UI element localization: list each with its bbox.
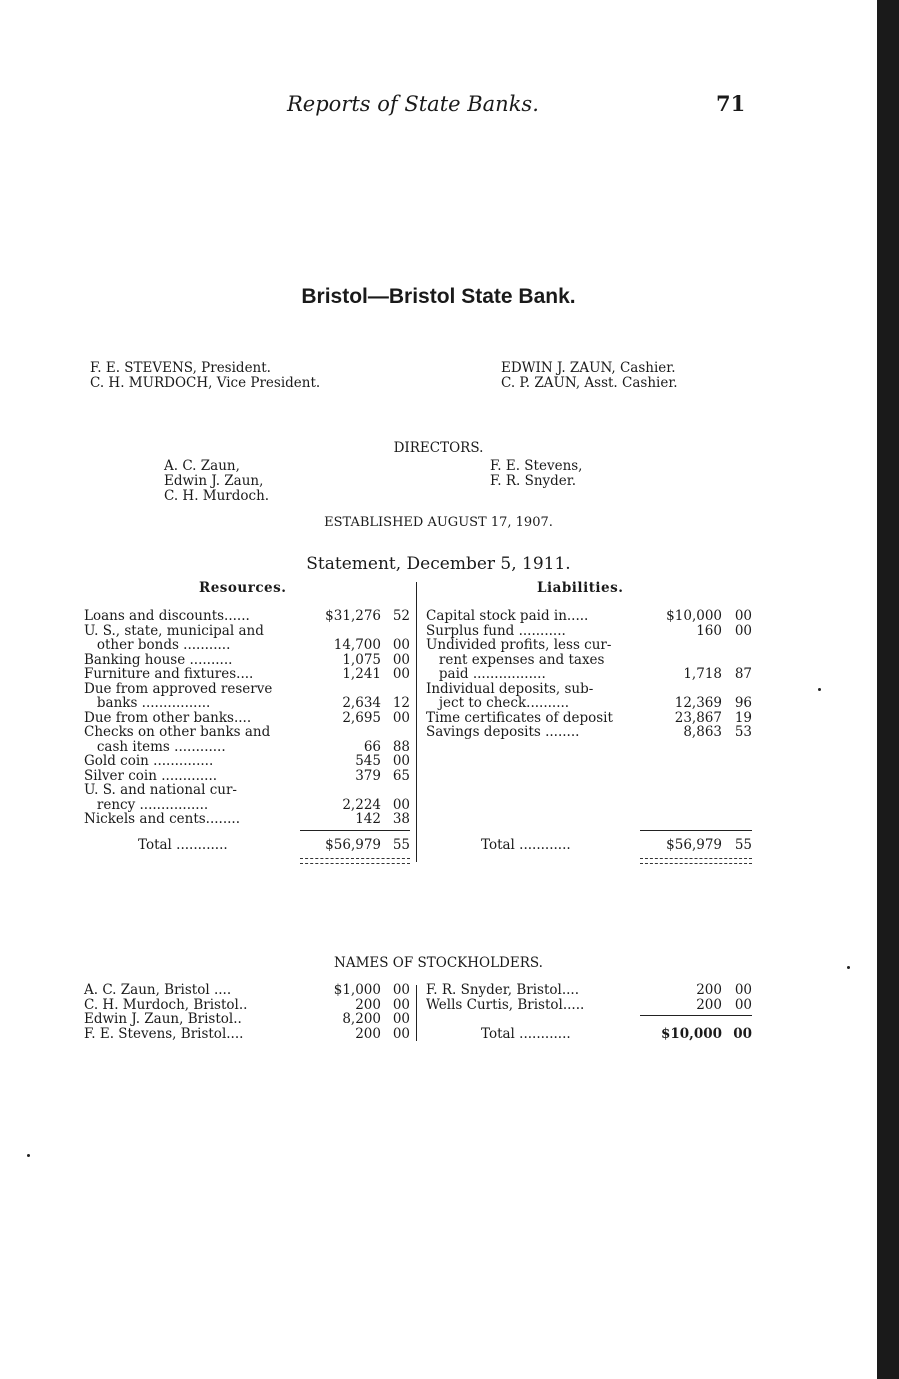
- row-dollars: 2,695: [342, 709, 381, 726]
- row-cents: 52: [392, 608, 410, 624]
- row-label: Nickels and cents........: [84, 811, 241, 827]
- liabilities-table: [426, 609, 756, 740]
- row-dollars: 142: [355, 811, 381, 827]
- row-label: Banking house ..........: [84, 651, 233, 668]
- row-dollars: 14,700: [333, 637, 381, 653]
- row-dollars: 545: [355, 753, 381, 769]
- table-row: [426, 682, 756, 697]
- row-dollars: 200: [355, 1025, 381, 1042]
- stockholders-sum-rule: [640, 1015, 752, 1016]
- row-cents: 00: [734, 622, 752, 639]
- row-cents: 88: [392, 738, 410, 755]
- page-number: 71: [716, 91, 746, 116]
- table-row: [426, 667, 756, 682]
- row-cents: 00: [392, 982, 410, 998]
- row-label: Edwin J. Zaun, Bristol..: [84, 1011, 242, 1027]
- row-label: ject to check..........: [426, 695, 570, 711]
- total-dollars: $10,000: [660, 1026, 722, 1042]
- row-label: cash items ............: [84, 738, 226, 755]
- table-row: [84, 783, 414, 798]
- total-dollars: $56,979: [666, 837, 722, 853]
- row-label: Loans and discounts......: [84, 608, 250, 624]
- director: F. E. Stevens,: [490, 458, 583, 474]
- row-cents: 00: [392, 1011, 410, 1027]
- officer-vice-president: C. H. MURDOCH, Vice President.: [90, 375, 321, 391]
- row-cents: 38: [392, 811, 410, 827]
- row-label: Capital stock paid in.....: [426, 608, 589, 624]
- running-title: Reports of State Banks.: [287, 92, 539, 116]
- table-row: [84, 653, 414, 668]
- table-row: [84, 740, 414, 755]
- resources-total-row: [84, 838, 414, 853]
- row-dollars: $10,000: [666, 608, 722, 624]
- table-row: [84, 754, 414, 769]
- table-row: [84, 1012, 414, 1027]
- row-label: Due from approved reserve: [84, 680, 273, 697]
- table-row: [426, 983, 756, 998]
- row-dollars: 66: [363, 738, 381, 755]
- liabilities-sum-rule: [640, 830, 752, 831]
- row-cents: 00: [392, 1025, 410, 1042]
- row-label: F. E. Stevens, Bristol....: [84, 1025, 244, 1042]
- resources-double-rule: [300, 858, 410, 864]
- row-cents: 53: [734, 724, 752, 740]
- row-dollars: 12,369: [674, 695, 722, 711]
- table-row: [426, 998, 756, 1013]
- total-cents: 00: [733, 1026, 752, 1042]
- row-label: Checks on other banks and: [84, 724, 271, 740]
- director: A. C. Zaun,: [164, 458, 240, 474]
- row-cents: 00: [734, 996, 752, 1013]
- row-dollars: 8,200: [342, 1011, 381, 1027]
- row-dollars: 200: [696, 996, 722, 1013]
- liabilities-total-row: [426, 838, 756, 853]
- stockholders-total-row: [426, 1027, 756, 1042]
- row-label: Surplus fund ...........: [426, 622, 566, 639]
- director: C. H. Murdoch.: [164, 488, 270, 504]
- director: Edwin J. Zaun,: [164, 473, 264, 489]
- table-row: [84, 711, 414, 726]
- statement-heading: Statement, December 5, 1911.: [306, 554, 571, 574]
- table-row: [84, 983, 414, 998]
- table-row: [84, 624, 414, 639]
- table-row: [84, 682, 414, 697]
- resources-heading: Resources.: [199, 580, 287, 596]
- table-row: [426, 696, 756, 711]
- row-label: Undivided profits, less cur-: [426, 637, 612, 653]
- row-label: banks ................: [84, 695, 211, 711]
- directors-right: [490, 459, 582, 489]
- officer-asst-cashier: C. P. ZAUN, Asst. Cashier.: [501, 375, 678, 391]
- table-row: [84, 769, 414, 784]
- stockholders-heading: NAMES OF STOCKHOLDERS.: [334, 955, 543, 971]
- row-label: other bonds ...........: [84, 637, 231, 653]
- established-date: ESTABLISHED AUGUST 17, 1907.: [324, 515, 553, 530]
- scan-speck: [27, 1154, 30, 1157]
- row-dollars: 200: [696, 982, 722, 998]
- table-row: [426, 624, 756, 639]
- table-row: [84, 798, 414, 813]
- scan-edge: [877, 0, 899, 1379]
- row-label: Wells Curtis, Bristol.....: [426, 996, 585, 1013]
- row-cents: 00: [392, 637, 410, 653]
- table-row: [84, 725, 414, 740]
- row-dollars: 23,867: [674, 709, 722, 726]
- row-cents: 19: [734, 709, 752, 726]
- row-label: Savings deposits ........: [426, 724, 580, 740]
- total-dollars: $56,979: [325, 837, 381, 853]
- row-cents: 00: [392, 709, 410, 726]
- row-label: U. S. and national cur-: [84, 782, 237, 798]
- director: F. R. Snyder.: [490, 473, 577, 489]
- row-label: A. C. Zaun, Bristol ....: [84, 982, 232, 998]
- resources-sum-rule: [300, 830, 410, 831]
- table-row: [426, 653, 756, 668]
- row-dollars: 1,075: [342, 651, 381, 668]
- liabilities-double-rule: [640, 858, 752, 864]
- scan-speck: [818, 688, 821, 691]
- officers-left: [90, 361, 320, 391]
- table-row: [84, 696, 414, 711]
- row-cents: 00: [734, 982, 752, 998]
- row-dollars: 2,634: [342, 695, 381, 711]
- row-label: Silver coin .............: [84, 767, 218, 784]
- row-dollars: $31,276: [325, 608, 381, 624]
- row-label: Time certificates of deposit: [426, 709, 613, 726]
- row-label: Gold coin ..............: [84, 753, 214, 769]
- directors-left: [164, 459, 269, 504]
- row-dollars: 160: [696, 622, 722, 639]
- directors-heading: DIRECTORS.: [393, 440, 484, 456]
- row-cents: 00: [392, 666, 410, 682]
- row-cents: 00: [392, 996, 410, 1013]
- total-label: Total ............: [481, 837, 571, 853]
- row-label: rency ................: [84, 796, 209, 813]
- row-dollars: 8,863: [683, 724, 722, 740]
- liabilities-heading: Liabilities.: [537, 580, 624, 596]
- row-cents: 12: [392, 695, 410, 711]
- stockholders-right-table: [426, 983, 756, 1012]
- scan-speck: [847, 966, 850, 969]
- row-cents: 87: [734, 666, 752, 682]
- table-row: [84, 638, 414, 653]
- row-cents: 65: [392, 767, 410, 784]
- table-row: [84, 998, 414, 1013]
- resources-table: [84, 609, 414, 827]
- row-label: U. S., state, municipal and: [84, 622, 264, 639]
- row-dollars: 200: [355, 996, 381, 1013]
- row-cents: 00: [392, 651, 410, 668]
- total-label: Total ............: [138, 837, 228, 853]
- row-dollars: 379: [355, 767, 381, 784]
- table-row: [84, 812, 414, 827]
- row-cents: 96: [734, 695, 752, 711]
- total-label: Total ............: [481, 1026, 571, 1042]
- row-cents: 00: [734, 608, 752, 624]
- stockholders-left-table: [84, 983, 414, 1041]
- table-row: [426, 609, 756, 624]
- officer-cashier: EDWIN J. ZAUN, Cashier.: [501, 360, 676, 376]
- row-cents: 00: [392, 796, 410, 813]
- row-dollars: $1,000: [333, 982, 381, 998]
- row-label: Individual deposits, sub-: [426, 680, 594, 697]
- row-label: Due from other banks....: [84, 709, 252, 726]
- row-label: rent expenses and taxes: [426, 651, 605, 668]
- row-dollars: 2,224: [342, 796, 381, 813]
- table-row: [84, 1027, 414, 1042]
- row-dollars: 1,718: [683, 666, 722, 682]
- bank-title: Bristol—Bristol State Bank.: [301, 285, 576, 308]
- table-row: [426, 725, 756, 740]
- row-label: F. R. Snyder, Bristol....: [426, 982, 580, 998]
- row-label: paid .................: [426, 666, 546, 682]
- row-label: Furniture and fixtures....: [84, 666, 254, 682]
- total-cents: 55: [734, 837, 752, 853]
- table-row: [426, 638, 756, 653]
- total-cents: 55: [392, 837, 410, 853]
- officers-right: [501, 361, 678, 391]
- table-row: [84, 609, 414, 624]
- row-dollars: 1,241: [342, 666, 381, 682]
- row-cents: 00: [392, 753, 410, 769]
- column-divider: [416, 582, 417, 862]
- table-row: [426, 711, 756, 726]
- table-row: [84, 667, 414, 682]
- stockholders-divider: [416, 985, 417, 1041]
- officer-president: F. E. STEVENS, President.: [90, 360, 271, 376]
- row-label: C. H. Murdoch, Bristol..: [84, 996, 248, 1013]
